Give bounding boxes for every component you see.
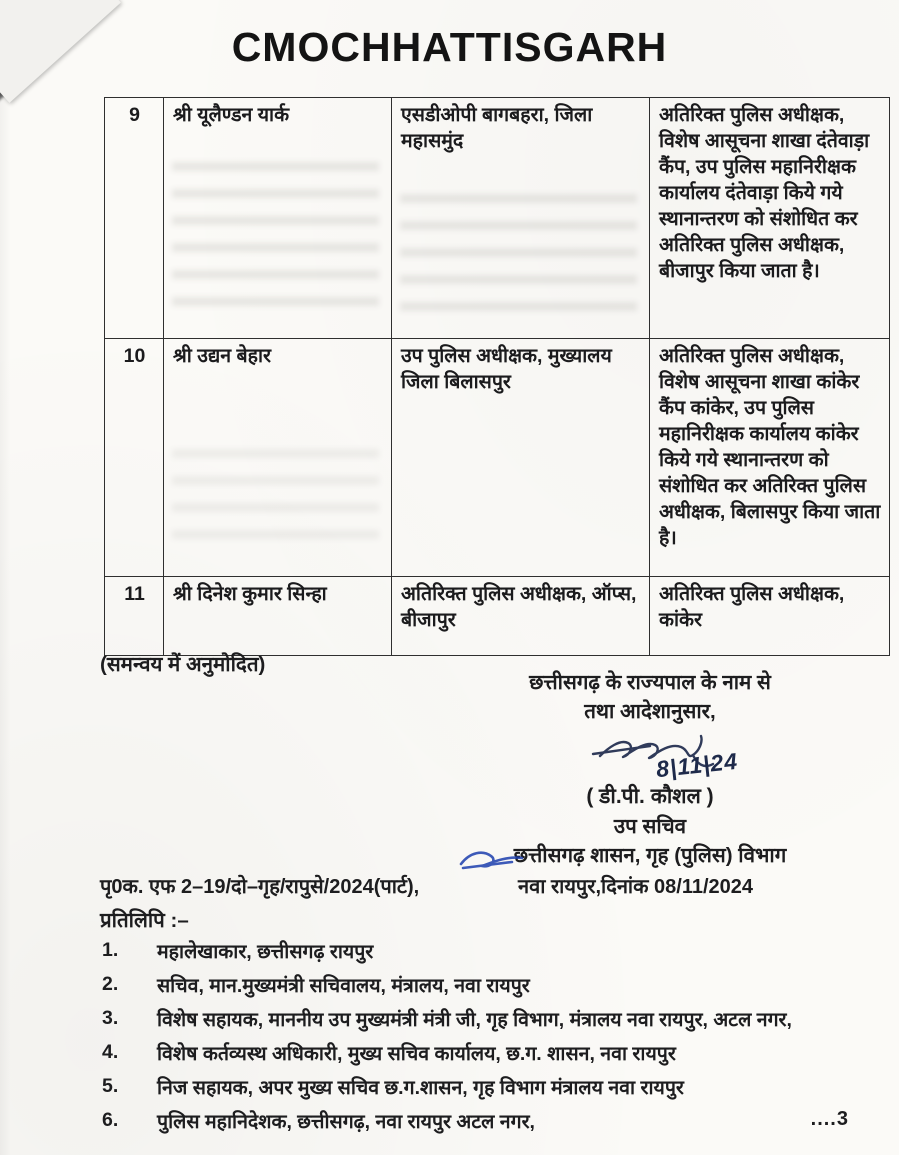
bleedthrough-artifact (172, 449, 379, 549)
current-posting: उप पुलिस अधीक्षक, मुख्यालय जिला बिलासपुर (401, 345, 612, 393)
list-item (102, 1075, 850, 1102)
new-posting: अतिरिक्त पुलिस अधीक्षक, कांकेर (659, 583, 845, 631)
current-posting: एसडीओपी बागबहरा, जिला महासमुंद (401, 104, 593, 152)
serial-number: 11 (124, 583, 145, 605)
signature-block (440, 668, 860, 871)
copy-distribution-list (102, 939, 850, 1143)
cell-new-posting (650, 339, 890, 577)
cell-new-posting (650, 577, 890, 656)
approval-note: (समन्वय में अनुमोदित) (100, 653, 266, 676)
list-item-number: 3. (102, 1007, 119, 1029)
cell-current-posting (392, 339, 650, 577)
authority-line-2: तथा आदेशानुसार, (584, 700, 716, 723)
bleedthrough-artifact (400, 194, 637, 314)
department-text: छत्तीसगढ़ शासन, गृह (पुलिस) विभाग (513, 844, 787, 867)
signatory-name: ( डी.पी. कौशल ) (586, 785, 714, 808)
list-item-text: पुलिस महानिदेशक, छत्तीसगढ़, नवा रायपुर अटल नगर, (157, 1111, 535, 1133)
list-item (102, 1041, 850, 1068)
signatory-designation: उप सचिव (613, 815, 687, 838)
serial-number: 10 (123, 345, 146, 367)
transfer-order-table (104, 97, 890, 656)
cell-serial-number (105, 577, 164, 656)
list-item (102, 1109, 850, 1136)
list-item (102, 1007, 850, 1034)
page-title: CMOCHHATTISGARH (231, 24, 668, 70)
table-row (105, 339, 890, 577)
current-posting: अतिरिक्त पुलिस अधीक्षक, ऑप्स, बीजापुर (401, 583, 637, 631)
list-item-number: 4. (102, 1041, 119, 1063)
list-item (102, 939, 850, 966)
pen-scribble-artifact (456, 843, 526, 873)
cell-officer-name (164, 577, 392, 656)
cell-new-posting (650, 98, 890, 339)
list-item-number: 2. (102, 973, 119, 995)
list-item-text: विशेष कर्तव्यस्थ अधिकारी, मुख्य सचिव कार्यालय, छ.ग. शासन, नवा रायपुर (157, 1043, 676, 1065)
cell-officer-name (164, 339, 392, 577)
officer-name: श्री दिनेश कुमार सिन्हा (173, 583, 327, 605)
handwritten-date: 8|11|24 (654, 747, 740, 783)
cell-serial-number (105, 339, 164, 577)
table-row (105, 577, 890, 656)
page-number: ....3 (810, 1108, 849, 1130)
signature-area (440, 726, 860, 782)
officer-name: श्री उद्यन बेहार (173, 345, 272, 367)
serial-number: 9 (129, 104, 140, 126)
list-item-text: विशेष सहायक, माननीय उप मुख्यमंत्री मंत्री जी, गृह विभाग, मंत्रालय नवा रायपुर, अटल नगर, (157, 1009, 792, 1031)
signatory-department (440, 841, 860, 871)
list-item-number: 5. (102, 1075, 119, 1097)
list-item-text: सचिव, मान.मुख्यमंत्री सचिवालय, मंत्रालय, नवा रायपुर (157, 975, 530, 997)
list-item-number: 1. (102, 939, 119, 961)
cell-serial-number (105, 98, 164, 339)
place-and-date: नवा रायपुर,दिनांक 08/11/2024 (518, 876, 754, 898)
new-posting: अतिरिक्त पुलिस अधीक्षक, विशेष आसूचना शाखा कांकेर कैंप कांकेर, उप पुलिस महानिरीक्षक कार्यालय कांकेर किये गये स्थानान्तरण को संशोधित कर अतिरिक्त पुलिस अधीक्षक, बिलासपुर किया जाता है। (659, 345, 881, 549)
list-item-number: 6. (102, 1109, 119, 1131)
list-item-text: निज सहायक, अपर मुख्य सचिव छ.ग.शासन, गृह विभाग मंत्रालय नवा रायपुर (157, 1077, 684, 1099)
copy-heading: प्रतिलिपि :– (100, 909, 189, 932)
authority-line-1: छत्तीसगढ़ के राज्यपाल के नाम से (529, 671, 771, 694)
cell-officer-name (164, 98, 392, 339)
cell-current-posting (392, 98, 650, 339)
cell-current-posting (392, 577, 650, 656)
list-item-text: महालेखाकार, छत्तीसगढ़ रायपुर (157, 941, 374, 963)
bleedthrough-artifact (172, 162, 379, 312)
table-row (105, 98, 890, 339)
new-posting: अतिरिक्त पुलिस अधीक्षक, विशेष आसूचना शाखा दंतेवाड़ा कैंप, उप पुलिस महानिरीक्षक कार्यालय दंतेवाड़ा किये गये स्थानान्तरण को संशोधित कर अतिरिक्त पुलिस अधीक्षक, बीजापुर किया जाता है। (659, 104, 870, 282)
officer-name: श्री यूलैण्डन यार्क (173, 104, 290, 126)
list-item (102, 973, 850, 1000)
reference-number: पृ0क. एफ 2–19/दो–गृह/रापुसे/2024(पार्ट), (100, 876, 420, 898)
